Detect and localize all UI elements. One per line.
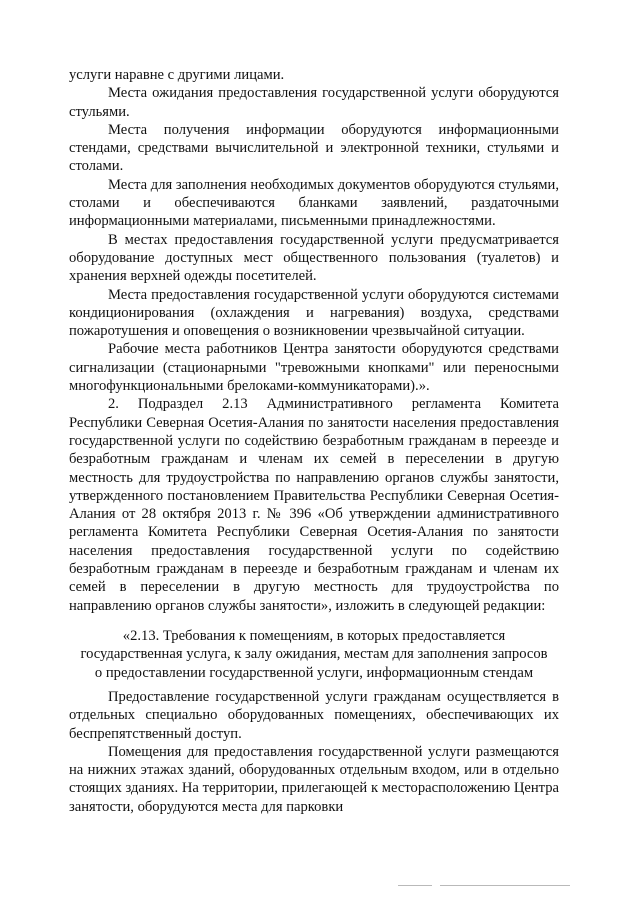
heading-line: государственная услуга, к залу ожидания, местам для заполнения запросов (80, 646, 548, 663)
paragraph: В местах предоставления государственной услуги предусматривается оборудование доступных мест общественного пользования (туалетов) и хранения верхней одежды посетителей. (69, 231, 559, 285)
paragraph-section-2: 2. Подраздел 2.13 Административного регламента Комитета Республики Северная Осетия-Алания по занятости населения предоставления государственной услуги по содействию безработным гражданам в переезде и безработным гражданам и членам их семей в переселении в другую местность для трудоустройства по направлению органов службы занятости, утвержденного постановлением Правительства Республики Северная Осетия-Алания от 28 октября 2013 г. № 396 «Об утверждении административного регламента Комитета Республики Северная Осетия-Алания по занятости населения предоставления государственной услуги по содействию безработным гражданам в переезде и безработным гражданам и членам их семей в переселении в другую местность для трудоустройства по направлению органов службы занятости», изложить в следующей редакции: (69, 396, 559, 614)
paragraph: Места предоставления государственной услуги оборудуются системами кондиционирования (охлаждения и нагревания) воздуха, средствами пожаротушения и оповещения о возникновении чрезвычайной ситуации. (69, 286, 559, 340)
paragraph: Рабочие места работников Центра занятости оборудуются средствами сигнализации (стационарными "тревожными кнопками" или переносными многофункциональными брелоками-коммуникаторами).». (69, 341, 559, 395)
section-heading (69, 627, 559, 682)
body-text-top (69, 66, 559, 615)
body-text-bottom (69, 688, 559, 816)
section-heading-text (69, 627, 559, 682)
heading-line: «2.13. Требования к помещениям, в которых предоставляется (122, 628, 506, 644)
heading-line: о предоставлении государственной услуги, информационным стендам (94, 664, 534, 681)
paragraph: услуги наравне с другими лицами. (69, 67, 285, 83)
paragraph: Места получения информации оборудуются информационными стендами, средствами вычислительной и электронной техники, стульями и столами. (69, 121, 559, 175)
paragraph: Места для заполнения необходимых документов оборудуются стульями, столами и обеспечиваются бланками заявлений, раздаточными информационными материалами, письменными принадлежностями. (69, 176, 559, 230)
scan-artifact-line (440, 885, 570, 886)
scan-artifact-line (398, 885, 432, 886)
paragraph: Помещения для предоставления государственной услуги размещаются на нижних этажах зданий, оборудованных отдельным входом, или в отдельно стоящих зданиях. На территории, прилегающей к месторасположению Центра занятости, оборудуются места для парковки (69, 743, 559, 815)
paragraph: Места ожидания предоставления государственной услуги оборудуются стульями. (69, 85, 559, 120)
paragraph: Предоставление государственной услуги гражданам осуществляется в отдельных специально оборудованных помещениях, обеспечивающих их беспрепятственный доступ. (69, 689, 559, 742)
